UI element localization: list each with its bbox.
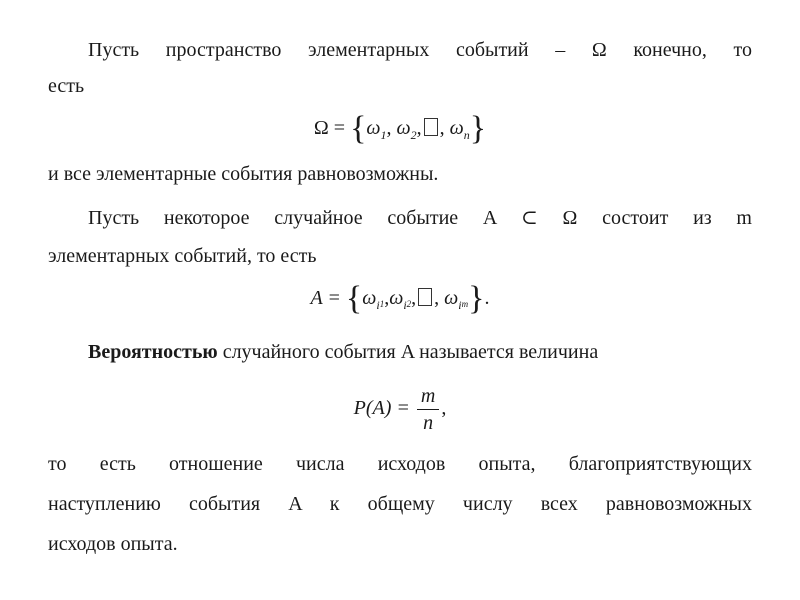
formula2-omega1: ω xyxy=(362,287,377,309)
formula1-lhs: Ω = xyxy=(313,117,346,139)
formula1-missing-glyph xyxy=(424,118,438,136)
formula2-omega2: ω xyxy=(389,287,404,309)
definition-term: Вероятностью xyxy=(88,341,218,363)
formula2-sub1: i xyxy=(376,298,380,312)
formula3-lhs: P(A) = xyxy=(353,397,410,419)
formula3-numerator: m xyxy=(417,385,439,410)
paragraph2-line1: и все элементарные события равновозможны. xyxy=(48,163,439,185)
formula2-close-brace: } xyxy=(468,280,485,317)
paragraph3-line1: Пусть некоторое случайное событие A ⊂ Ω состоит из m xyxy=(88,207,752,229)
formula-omega-set: $\Omega = \{\omega_1$, $\omega_2$, , $\omega_n$} xyxy=(313,110,487,147)
paragraph4-line1: то есть отношение числа исходов опыта, благоприятствующих xyxy=(48,453,752,475)
formula-probability xyxy=(0,378,800,438)
formula1-omega1: ω xyxy=(366,117,381,139)
paragraph1-line1: Пусть пространство элементарных событий – Ω конечно, то xyxy=(88,39,752,61)
formula2-lhs: A = xyxy=(310,287,341,309)
paragraph3-line2: элементарных событий, то есть xyxy=(48,245,317,267)
formula2-subsub-m: m xyxy=(461,299,469,309)
formula1-open-brace: { xyxy=(350,110,367,147)
formula2-subsub2: 2 xyxy=(406,299,412,309)
formula1-sub2: 2 xyxy=(410,128,417,142)
paragraph4-line2: наступлению события A к общему числу всех равновозможных xyxy=(48,493,752,515)
formula3-comma: , xyxy=(441,397,447,419)
definition-text: случайного события A называется величина xyxy=(217,341,599,363)
formula2-dot: . xyxy=(484,287,490,309)
formula1-omega-n: ω xyxy=(449,117,464,139)
formula2-subsub1: 1 xyxy=(379,299,385,309)
formula2-sub-m: i xyxy=(458,298,462,312)
formula3-denominator: n xyxy=(423,411,434,434)
formula3-fraction xyxy=(417,385,439,434)
formula2-sub2: i xyxy=(403,298,407,312)
definition-line xyxy=(88,338,752,366)
formula2-missing-glyph xyxy=(418,288,432,306)
formula1-omega2: ω xyxy=(396,117,411,139)
formula1-sub1: 1 xyxy=(380,128,387,142)
formula1-sub-n: n xyxy=(463,128,470,142)
formula2-open-brace: { xyxy=(345,280,363,317)
paragraph4-line3: исходов опыта. xyxy=(48,533,178,555)
formula2-omega-m: ω xyxy=(444,287,459,309)
paragraph1-line2: есть xyxy=(48,75,85,97)
formula-event-set: $A = \{\omega_i1,\omega_i2$, , $\omega_im$}. xyxy=(310,280,490,317)
formula1-close-brace: } xyxy=(469,110,487,147)
